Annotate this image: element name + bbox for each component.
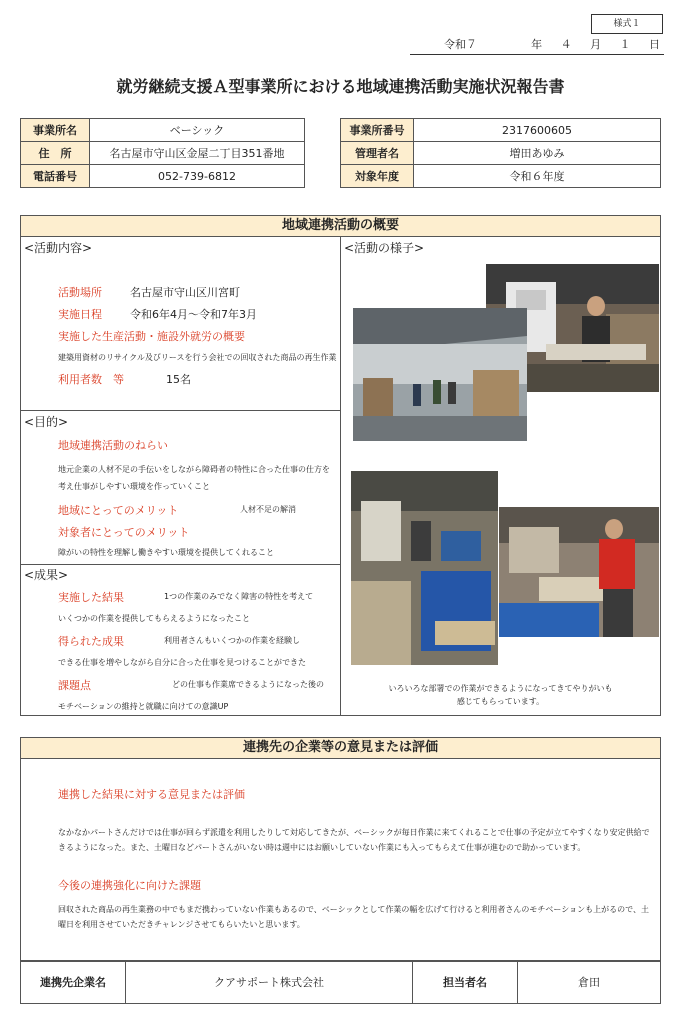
gain-value-2: できる仕事を増やしながら自分に合った仕事を見つけることができた xyxy=(58,658,306,667)
date-underline xyxy=(410,54,664,55)
info-row xyxy=(21,119,305,142)
overview-header: 地域連携活動の概要 xyxy=(20,215,661,237)
date-year-label: 年 xyxy=(531,38,543,51)
place-label: 活動場所 xyxy=(58,286,102,299)
period-value: 令和6年4月～令和7年3月 xyxy=(130,308,257,321)
info-row xyxy=(341,165,661,188)
page-title: 就労継続支援Ａ型事業所における地域連携活動実施状況報告書 xyxy=(116,77,565,96)
info-row xyxy=(341,142,661,165)
purpose-heading: <目的> xyxy=(24,415,69,429)
office-info-table xyxy=(340,118,661,188)
content-heading: <活動内容> xyxy=(24,241,93,255)
date-month-label: 月 xyxy=(590,38,602,51)
info-label: 事業所名 xyxy=(21,119,90,142)
row-divider xyxy=(20,564,340,565)
info-label: 住 所 xyxy=(21,142,90,165)
photo-heading: <活動の様子> xyxy=(344,241,425,255)
person-label: 担当者名 xyxy=(413,961,518,1004)
aim-value: 地元企業の人材不足の手伝いをしながら障碍者の特性に合った仕事の仕方を考え仕事がしやすい環境を作っていくこと xyxy=(58,465,330,491)
result-heading: <成果> xyxy=(24,568,69,582)
result-value-2: いくつかの作業を提供してもらえるようになったこと xyxy=(58,614,250,623)
person-value: 倉田 xyxy=(518,961,661,1004)
info-label: 電話番号 xyxy=(21,165,90,188)
photo-caption-1: いろいろな部署での作業ができるようになってきてやりがいも xyxy=(388,684,613,693)
facility-info-table xyxy=(20,118,305,188)
info-row xyxy=(341,119,661,142)
photo-yard xyxy=(353,308,527,441)
info-value: 増田あゆみ xyxy=(414,142,661,165)
partner-label: 連携先企業名 xyxy=(21,961,126,1004)
user-merit-value: 障がいの特性を理解し働きやすい環境を提供してくれること xyxy=(58,548,274,557)
users-value: 15名 xyxy=(166,373,191,386)
info-label: 事業所番号 xyxy=(341,119,414,142)
activity-label: 実施した生産活動・施設外就労の概要 xyxy=(58,330,245,343)
row-divider xyxy=(20,410,340,411)
activity-value: 建築用資材のリサイクル及びリースを行う会社での回収された商品の再生作業 xyxy=(58,353,337,362)
date-month: ４ xyxy=(560,38,572,51)
photo-caption-2: 感じてもらっています。 xyxy=(456,697,545,706)
issue-value-1: どの仕事も作業席できるようになった後の xyxy=(172,680,324,689)
partner-row xyxy=(21,961,661,1004)
form-number: 様式１ xyxy=(591,14,663,34)
place-value: 名古屋市守山区川宮町 xyxy=(130,286,240,299)
opinion-label: 連携した結果に対する意見または評価 xyxy=(58,788,245,801)
partner-value: クアサポート株式会社 xyxy=(126,961,413,1004)
result-label: 実施した結果 xyxy=(58,591,124,604)
info-label: 対象年度 xyxy=(341,165,414,188)
region-merit-label: 地域にとってのメリット xyxy=(58,504,179,517)
users-label: 利用者数 等 xyxy=(58,373,124,386)
photo-workshop-3 xyxy=(499,507,659,637)
date-day: １ xyxy=(619,38,631,51)
issue-label: 課題点 xyxy=(58,679,91,692)
partner-table xyxy=(20,960,661,1004)
future-label: 今後の連携強化に向けた課題 xyxy=(58,879,201,892)
column-divider xyxy=(340,236,341,715)
info-value: 2317600605 xyxy=(414,119,661,142)
date-day-label: 日 xyxy=(648,38,660,51)
gain-label: 得られた成果 xyxy=(58,635,124,648)
result-value-1: 1つの作業のみでなく障害の特性を考えて xyxy=(164,592,314,601)
user-merit-label: 対象者にとってのメリット xyxy=(58,526,190,539)
period-label: 実施日程 xyxy=(58,308,102,321)
info-row xyxy=(21,165,305,188)
report-date xyxy=(410,36,660,52)
info-value: 令和６年度 xyxy=(414,165,661,188)
issue-value-2: モチベーションの維持と就職に向けての意識UP xyxy=(58,702,229,711)
info-row xyxy=(21,142,305,165)
info-value: 名古屋市守山区金屋二丁目351番地 xyxy=(90,142,305,165)
gain-value-1: 利用者さんもいくつかの作業を経験し xyxy=(164,636,300,645)
info-label: 管理者名 xyxy=(341,142,414,165)
future-text: 回収された商品の再生業務の中でもまだ携わっていない作業もあるので、ベーシックとして作業の幅を広げて行けると利用者さんのモチベーションも上がるので、土曜日を利用させていただきチャレンジさせてもらいたいと思います。 xyxy=(58,905,649,929)
info-value: ベーシック xyxy=(90,119,305,142)
aim-label: 地域連携活動のねらい xyxy=(58,439,168,452)
region-merit-value: 人材不足の解消 xyxy=(240,505,296,514)
date-era: 令和７ xyxy=(444,38,477,51)
opinion-text: なかなかパートさんだけでは仕事が回らず派遣を利用したりして対応してきたが、ベーシックが毎日作業に来てくれることで仕事の予定が立てやすくなり安定供給できるようになった。また、土曜日などパートさんがいない時は週中にはお願いしていない作業にも入ってもらえて仕事が進むので助かっています。 xyxy=(58,828,650,852)
evaluation-header: 連携先の企業等の意見または評価 xyxy=(20,737,661,759)
info-value: 052-739-6812 xyxy=(90,165,305,188)
photo-workshop-2 xyxy=(351,471,498,665)
